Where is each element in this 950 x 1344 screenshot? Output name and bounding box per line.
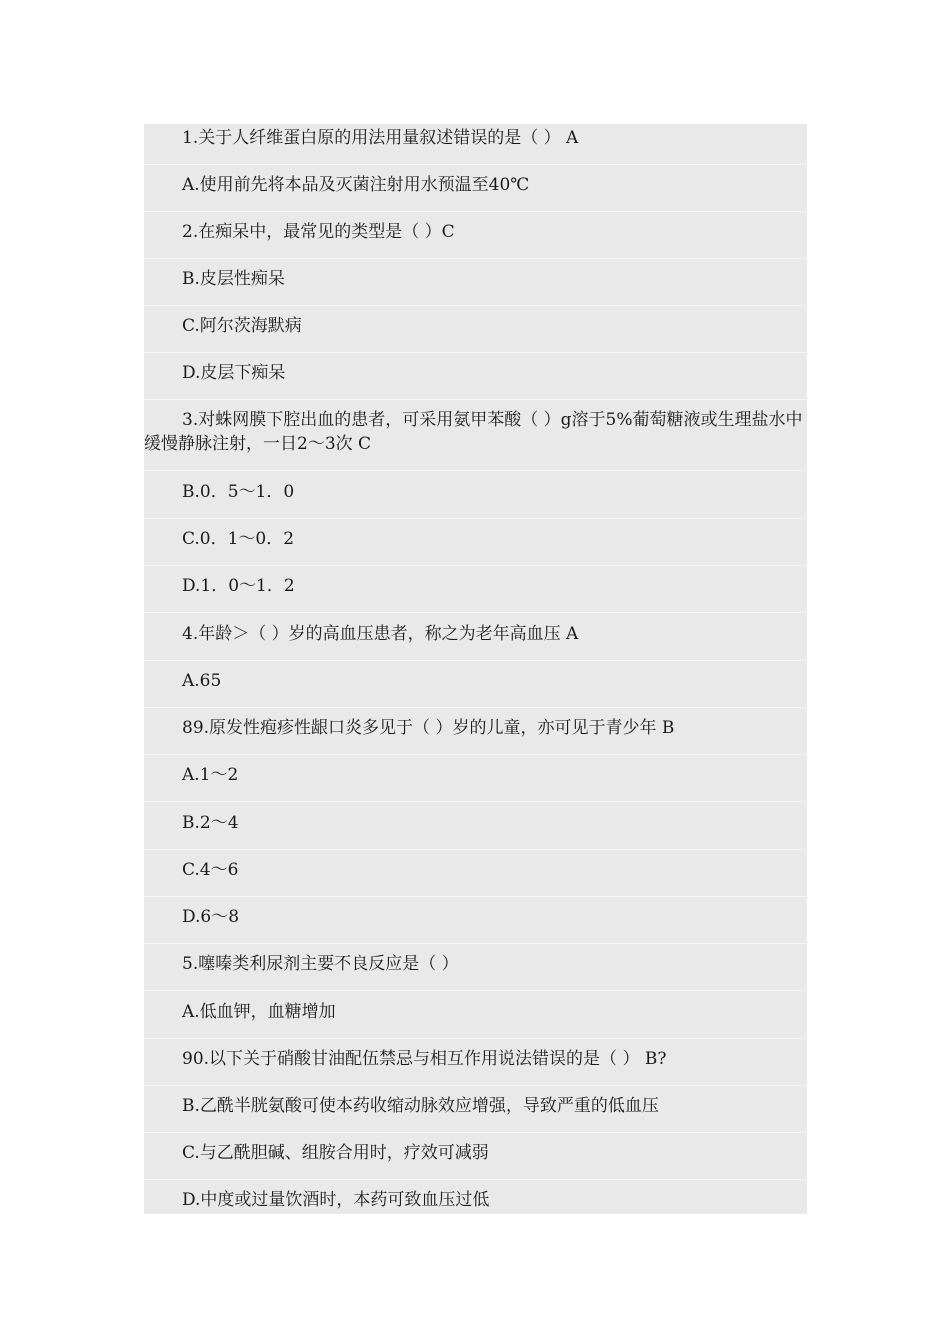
divider [144,1085,807,1086]
divider [144,612,807,613]
answer-option: B.2～4 [182,813,239,833]
answer-option: A.低血钾，血糖增加 [182,1002,336,1022]
answer-option: C.4～6 [182,860,239,880]
divider [144,990,807,991]
divider [144,660,807,661]
divider [144,943,807,944]
divider [144,1132,807,1133]
answer-option: D.皮层下痴呆 [182,363,286,383]
question-89: 89.原发性疱疹性龈口炎多见于（ ）岁的儿童，亦可见于青少年 B [182,718,675,738]
divider [144,849,807,850]
divider [144,1038,807,1039]
answer-option: A.65 [182,671,222,691]
divider [144,565,807,566]
question-4: 4.年龄＞（ ）岁的高血压患者，称之为老年高血压 A [182,624,579,644]
answer-option: D.中度或过量饮酒时，本药可致血压过低 [182,1190,490,1210]
answer-option: C.阿尔茨海默病 [182,316,302,336]
divider [144,352,807,353]
divider [144,896,807,897]
answer-option: B.0．5～1．0 [182,482,295,502]
answer-option: C.与乙酰胆碱、组胺合用时，疗效可减弱 [182,1143,489,1163]
question-2: 2.在痴呆中，最常见的类型是（ ）C [182,222,455,242]
divider [144,258,807,259]
divider [144,211,807,212]
document-page [144,124,807,1214]
question-1: 1.关于人纤维蛋白原的用法用量叙述错误的是（ ） A [182,128,579,148]
divider [144,305,807,306]
divider [144,164,807,165]
divider [144,1179,807,1180]
question-5: 5.噻嗪类利尿剂主要不良反应是（ ） [182,954,459,974]
divider [144,470,807,471]
answer-option: A.使用前先将本品及灭菌注射用水预温至40℃ [182,175,530,195]
answer-option: B.皮层性痴呆 [182,269,285,289]
answer-option: D.6～8 [182,907,240,927]
question-90: 90.以下关于硝酸甘油配伍禁忌与相互作用说法错误的是（ ） B? [182,1049,667,1069]
answer-option: C.0．1～0．2 [182,529,295,549]
divider [144,518,807,519]
divider [144,801,807,802]
divider [144,707,807,708]
divider [144,399,807,400]
answer-option: D.1．0～1．2 [182,576,295,596]
question-3: 3.对蛛网膜下腔出血的患者，可采用氨甲苯酸（ ）g溶于5%葡萄糖液或生理盐水中缓慢静脉注射，一日2～3次 C [144,410,803,454]
answer-option: B.乙酰半胱氨酸可使本药收缩动脉效应增强，导致严重的低血压 [182,1096,659,1116]
answer-option: A.1～2 [182,765,239,785]
divider [144,754,807,755]
